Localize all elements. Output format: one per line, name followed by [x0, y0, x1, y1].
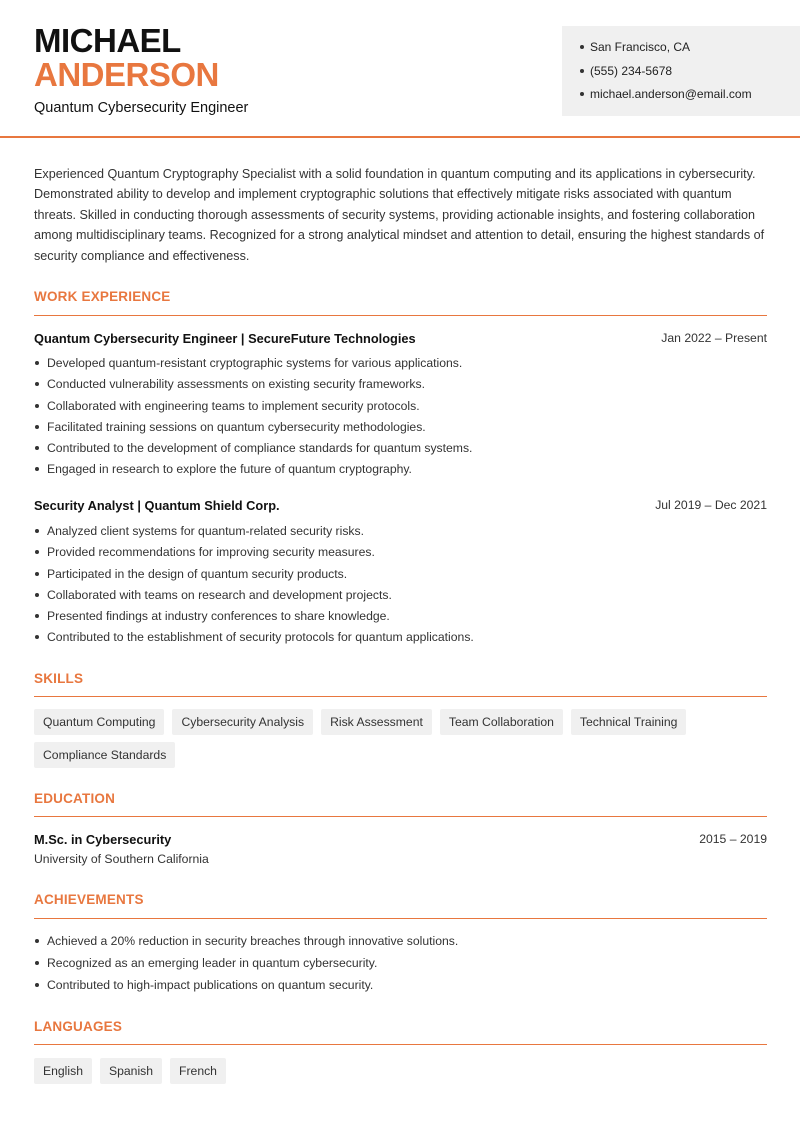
list-item: Recognized as an emerging leader in quantum cybersecurity. — [34, 953, 767, 975]
skill-tag: Team Collaboration — [440, 709, 563, 735]
section-divider — [34, 315, 767, 316]
list-item: Facilitated training sessions on quantum cybersecurity methodologies. — [34, 417, 767, 438]
job-header — [34, 331, 767, 346]
job-title: Quantum Cybersecurity Engineer — [34, 100, 249, 116]
skill-tag: Cybersecurity Analysis — [172, 709, 313, 735]
first-name: MICHAEL — [34, 22, 181, 59]
list-item: Presented findings at industry conferences to share knowledge. — [34, 606, 767, 627]
list-item: Contributed to the development of compliance standards for quantum systems. — [34, 438, 767, 459]
skill-tag: Compliance Standards — [34, 742, 175, 768]
section-title-skills: SKILLS — [34, 671, 84, 686]
contact-box — [562, 26, 800, 116]
contact-location: San Francisco, CA — [580, 36, 800, 60]
last-name: ANDERSON — [34, 56, 219, 93]
job-dates: Jan 2022 – Present — [661, 331, 767, 345]
language-tag: Spanish — [100, 1058, 162, 1084]
section-title-languages: LANGUAGES — [34, 1019, 123, 1034]
list-item: Developed quantum-resistant cryptographic systems for various applications. — [34, 353, 767, 374]
section-divider — [34, 1044, 767, 1045]
section-divider — [34, 918, 767, 919]
list-item: Collaborated with teams on research and development projects. — [34, 585, 767, 606]
section-divider — [34, 696, 767, 697]
list-item: Contributed to high-impact publications on quantum security. — [34, 975, 767, 997]
achievements-list — [34, 931, 767, 997]
job-role: Security Analyst | Quantum Shield Corp. — [34, 498, 280, 513]
education-school: University of Southern California — [34, 852, 209, 866]
contact-phone: (555) 234-5678 — [580, 60, 800, 84]
languages-list — [34, 1058, 767, 1084]
list-item: Participated in the design of quantum security products. — [34, 564, 767, 585]
list-item: Engaged in research to explore the future of quantum cryptography. — [34, 459, 767, 480]
list-item: Contributed to the establishment of security protocols for quantum applications. — [34, 627, 767, 648]
section-title-achievements: ACHIEVEMENTS — [34, 892, 144, 907]
job-role: Quantum Cybersecurity Engineer | SecureFuture Technologies — [34, 331, 416, 346]
list-item: Conducted vulnerability assessments on existing security frameworks. — [34, 374, 767, 395]
skills-list — [34, 709, 767, 768]
section-title-education: EDUCATION — [34, 791, 116, 806]
skill-tag: Technical Training — [571, 709, 687, 735]
skill-tag: Risk Assessment — [321, 709, 432, 735]
job-bullets — [34, 353, 767, 481]
summary: Experienced Quantum Cryptography Specialist with a solid foundation in quantum computing and its applications in cybersecurity. Demonstrated ability to develop and implement cryptographic solutions that effectively mitigate risks associated with quantum threats. Skilled in conducting thorough assessments of security systems, providing actionable insights, and fostering collaboration among multidisciplinary teams. Recognized for a strong analytical mindset and attention to detail, ensuring the highest standards of security compliance and effectiveness. — [34, 167, 765, 263]
resume-header — [0, 0, 800, 138]
section-divider — [34, 816, 767, 817]
language-tag: French — [170, 1058, 226, 1084]
section-title-work: WORK EXPERIENCE — [34, 289, 171, 304]
language-tag: English — [34, 1058, 92, 1084]
list-item: Collaborated with engineering teams to implement security protocols. — [34, 396, 767, 417]
job-bullets — [34, 521, 767, 649]
list-item: Provided recommendations for improving security measures. — [34, 542, 767, 563]
list-item: Analyzed client systems for quantum-related security risks. — [34, 521, 767, 542]
education-degree: M.Sc. in Cybersecurity — [34, 832, 172, 847]
skill-tag: Quantum Computing — [34, 709, 164, 735]
education-dates: 2015 – 2019 — [699, 832, 767, 846]
contact-email[interactable]: michael.anderson@email.com — [580, 83, 800, 107]
list-item: Achieved a 20% reduction in security breaches through innovative solutions. — [34, 931, 767, 953]
job-dates: Jul 2019 – Dec 2021 — [655, 498, 767, 512]
job-header — [34, 498, 767, 513]
